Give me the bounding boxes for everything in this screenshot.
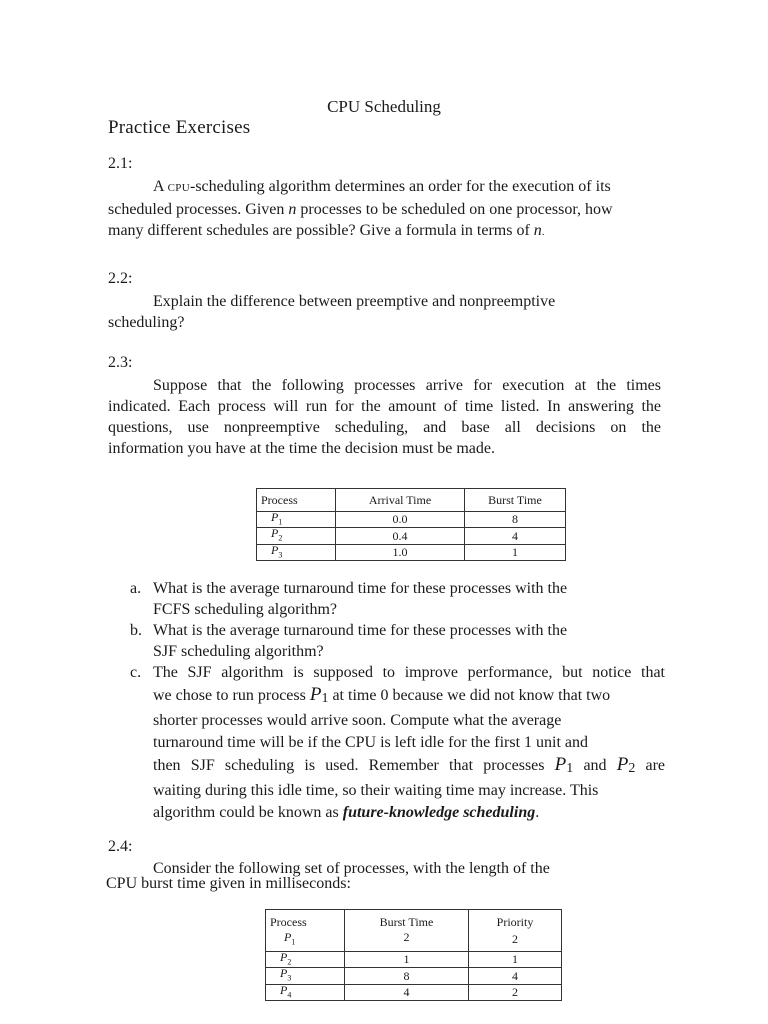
list-item-b: b. What is the average turnaround time for these processes with the SJF scheduling algorithm? bbox=[130, 622, 568, 660]
process-cell: $P_2$ bbox=[257, 528, 336, 544]
list-item-a: a. What is the average turnaround time for these processes with the FCFS scheduling algorithm? bbox=[130, 580, 568, 618]
process-cell: $P_3$ bbox=[257, 544, 336, 560]
question-2-4-line1: Consider the following set of processes, with the length of the bbox=[153, 860, 550, 877]
process-priority-table bbox=[265, 909, 562, 1001]
priority-cell: 1 bbox=[469, 952, 562, 968]
section-heading: Practice Exercises bbox=[108, 117, 251, 138]
table-row bbox=[266, 968, 562, 984]
process-arrival-table bbox=[256, 488, 566, 561]
process-cell: $P_4$ bbox=[266, 984, 345, 1000]
question-number-2-2: 2.2: bbox=[108, 270, 133, 287]
table-header-cell: Priority 2 bbox=[469, 910, 562, 952]
question-2-4-line2: CPU burst time given in milliseconds: bbox=[106, 875, 351, 892]
table-header-row bbox=[266, 910, 562, 952]
burst-time-cell: 4 bbox=[345, 984, 469, 1000]
burst-time-cell: 8 bbox=[345, 968, 469, 984]
arrival-time-cell: 1.0 bbox=[336, 544, 465, 560]
table-header-cell: Burst Time 2 bbox=[345, 910, 469, 952]
priority-cell: 2 bbox=[469, 984, 562, 1000]
table-header-cell: Process bbox=[257, 489, 336, 512]
table-row bbox=[266, 984, 562, 1000]
burst-time-cell: 8 bbox=[465, 512, 566, 528]
table-row bbox=[257, 512, 566, 528]
document-title: CPU Scheduling bbox=[327, 97, 441, 116]
process-cell: $P_1$ bbox=[257, 512, 336, 528]
burst-time-cell: 2 bbox=[403, 930, 410, 944]
table-header-cell: Process $P_1$ bbox=[266, 910, 345, 952]
question-number-2-4: 2.4: bbox=[108, 838, 133, 855]
table-row bbox=[257, 528, 566, 544]
table-header-cell: Arrival Time bbox=[336, 489, 465, 512]
burst-time-cell: 4 bbox=[465, 528, 566, 544]
process-cell: $P_2$ bbox=[266, 952, 345, 968]
question-2-3-subitems bbox=[130, 578, 665, 824]
question-2-3-text: Suppose that the following processes arrive for execution at the times indicated. Each process will run for the amount of time listed. In answering the questions, use nonpreemptive scheduling, and base all decisions on the information you have at the time the decision must be made. bbox=[108, 377, 661, 457]
question-2-1-text: A CPU-scheduling algorithm determines an order for the execution of its scheduled processes. Given n processes to be scheduled on one processor, how many different schedules are possible? Give a formula in terms of n. bbox=[108, 178, 613, 239]
arrival-time-cell: 0.4 bbox=[336, 528, 465, 544]
priority-cell: 2 bbox=[512, 932, 518, 946]
table-row bbox=[266, 952, 562, 968]
question-2-2-text: Explain the difference between preemptive and nonpreemptive scheduling? bbox=[108, 293, 556, 331]
table-row bbox=[257, 544, 566, 560]
question-number-2-1: 2.1: bbox=[108, 155, 133, 172]
table-header-row bbox=[257, 489, 566, 512]
table-header-cell: Burst Time bbox=[465, 489, 566, 512]
burst-time-cell: 1 bbox=[345, 952, 469, 968]
burst-time-cell: 1 bbox=[465, 544, 566, 560]
process-cell: $P_3$ bbox=[266, 968, 345, 984]
arrival-time-cell: 0.0 bbox=[336, 512, 465, 528]
list-item-c: c. The SJF algorithm is supposed to improve performance, but notice that we chose to run process $P_1$ at time 0 because we did not know that two shorter processes would arrive soon. Compute what the average turnaround time will be if the CPU is left idle for the first 1 unit and then SJF scheduling is used. Remember that processes $P_1$ and $P_2$ are waiting during this idle time, so their waiting time may increase. This algorithm could be known as future-knowledge scheduling. bbox=[130, 664, 666, 821]
priority-cell: 4 bbox=[469, 968, 562, 984]
question-number-2-3: 2.3: bbox=[108, 354, 133, 371]
